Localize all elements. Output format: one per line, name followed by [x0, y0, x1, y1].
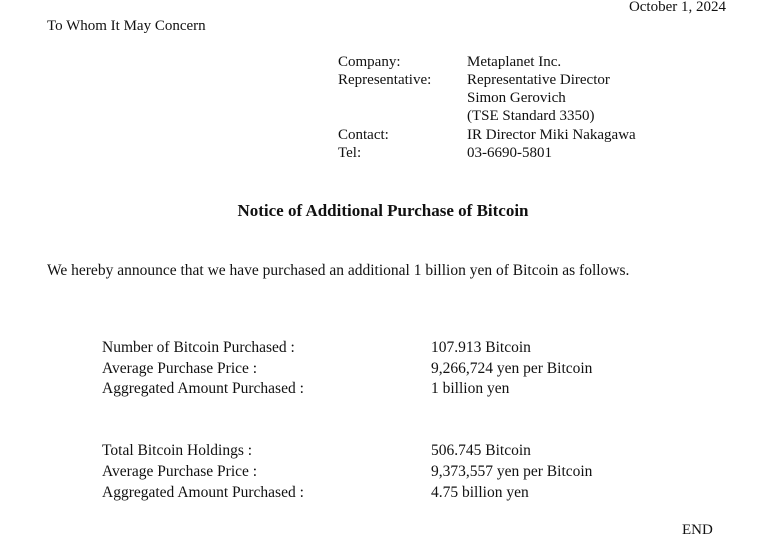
- intro-paragraph: We hereby announce that we have purchased an additional 1 billion yen of Bitcoin as follows.: [47, 262, 630, 279]
- end-mark: END: [682, 522, 713, 538]
- detail-value: 1 billion yen: [431, 380, 510, 397]
- holding-value: 4.75 billion yen: [431, 484, 529, 501]
- holding-value: 9,373,557 yen per Bitcoin: [431, 463, 593, 480]
- detail-label: Aggregated Amount Purchased :: [102, 380, 304, 397]
- holding-label: Average Purchase Price :: [102, 463, 258, 480]
- contact-person: IR Director Miki Nakagawa: [467, 127, 636, 143]
- holding-value: 506.745 Bitcoin: [431, 442, 531, 459]
- contact-label: Contact:: [338, 127, 389, 143]
- document-date: October 1, 2024: [628, 0, 726, 15]
- holding-label: Total Bitcoin Holdings :: [102, 442, 253, 459]
- stock-code: (TSE Standard 3350): [467, 108, 595, 124]
- representative-name: Simon Gerovich: [467, 90, 566, 106]
- detail-label: Number of Bitcoin Purchased :: [102, 339, 295, 356]
- addressee: To Whom It May Concern: [47, 18, 206, 34]
- tel-label: Tel:: [338, 145, 362, 161]
- notice-title: Notice of Additional Purchase of Bitcoin: [237, 201, 529, 220]
- representative-title: Representative Director: [467, 72, 610, 88]
- company-label: Company:: [338, 54, 401, 70]
- detail-label: Average Purchase Price :: [102, 360, 258, 377]
- detail-value: 107.913 Bitcoin: [431, 339, 531, 356]
- tel-number: 03-6690-5801: [467, 145, 552, 161]
- detail-value: 9,266,724 yen per Bitcoin: [431, 360, 593, 377]
- representative-label: Representative:: [338, 72, 432, 88]
- holding-label: Aggregated Amount Purchased :: [102, 484, 304, 501]
- company-name: Metaplanet Inc.: [467, 54, 562, 70]
